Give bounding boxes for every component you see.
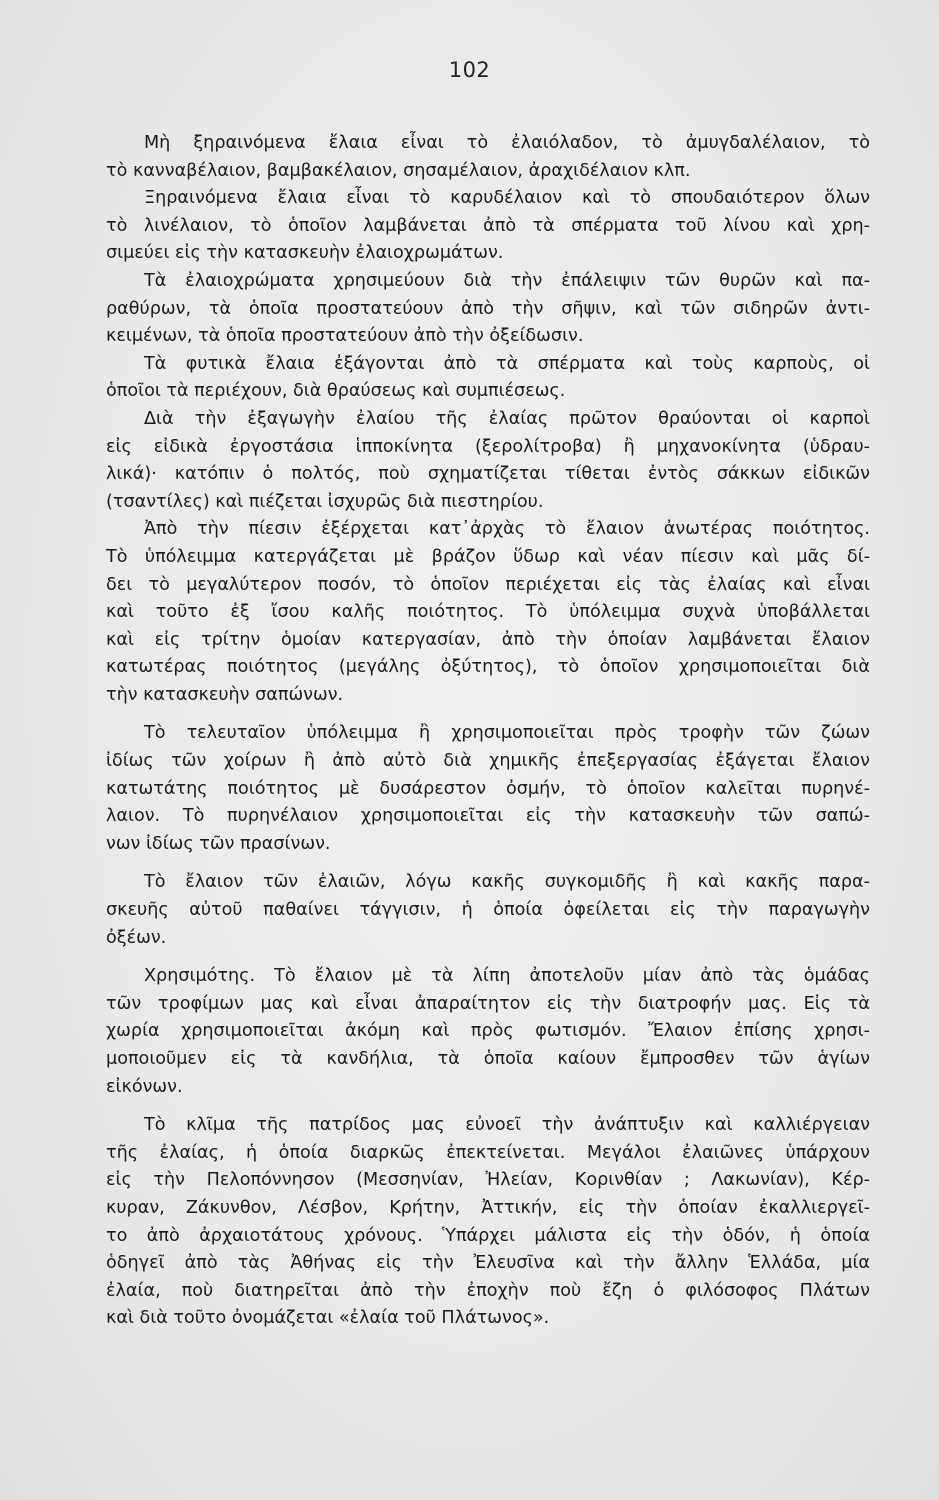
- text-line: Τὸ τελευταῖον ὑπόλειμμα ἢ χρησιμοποιεῖται πρὸς τροφὴν τῶν ζώων: [144, 723, 870, 744]
- paragraph-pomace-oil: [106, 720, 870, 858]
- paragraph-drying-oils: [106, 185, 870, 268]
- text-line: ἐλαία, ποὺ διατηρεῖται ἀπὸ τὴν ἐποχὴν ποὺ ἔζη ὁ φιλόσοφος Πλάτων: [106, 1280, 870, 1301]
- text-line: Τὸ κλῖμα τῆς πατρίδος μας εὐνοεῖ τὴν ἀνάπτυξιν καὶ καλλιέργειαν: [144, 1115, 870, 1136]
- paragraph-olive-crushing: [106, 406, 870, 516]
- text-line: Τὰ φυτικὰ ἔλαια ἐξάγονται ἀπὸ τὰ σπέρματα καὶ τοὺς καρποὺς, οἱ: [144, 353, 870, 374]
- text-line: Τὸ ὑπόλειμμα κατεργάζεται μὲ βράζον ὕδωρ καὶ νέαν πίεσιν καὶ μᾶς δί-: [106, 546, 870, 567]
- body-text: [106, 130, 870, 1333]
- page-number: 102: [448, 58, 491, 82]
- text-line: ραθύρων, τὰ ὁποῖα προστατεύουν ἀπὸ τὴν σῆψιν, καὶ τῶν σιδηρῶν ἀντι-: [106, 298, 870, 319]
- paragraph-usefulness: [106, 963, 870, 1101]
- text-line: σιμεύει εἰς τὴν κατασκευὴν ἐλαιοχρωμάτων.: [106, 243, 504, 264]
- text-line: κυραν, Ζάκυνθον, Λέσβον, Κρήτην, Ἀττικήν, εἰς τὴν ὁποίαν ἐκαλλιεργεῖ-: [106, 1197, 870, 1218]
- text-line: Ξηραινόμενα ἔλαια εἶναι τὸ καρυδέλαιον καὶ τὸ σπουδαιότερον ὅλων: [144, 188, 870, 209]
- text-line: Τὰ ἐλαιοχρώματα χρησιμεύουν διὰ τὴν ἐπάλειψιν τῶν θυρῶν καὶ πα-: [144, 270, 870, 291]
- text-line: μοποιοῦμεν εἰς τὰ κανδήλια, τὰ ὁποῖα καίουν ἔμπροσθεν τῶν ἁγίων: [106, 1049, 870, 1069]
- text-line: ὁποῖοι τὰ περιέχουν, διὰ θραύσεως καὶ συμπιέσεως.: [106, 381, 566, 402]
- text-line: εἰς τὴν Πελοπόννησον (Μεσσηνίαν, Ἠλείαν, Κορινθίαν ; Λακωνίαν), Κέρ-: [106, 1170, 870, 1191]
- text-line: καὶ τοῦτο ἐξ ἴσου καλῆς ποιότητος. Τὸ ὑπόλειμμα συχνὰ ὑποβάλλεται: [106, 602, 870, 623]
- paragraph-oil-paints: [106, 268, 870, 351]
- paragraph-rancidity: [106, 869, 870, 952]
- text-line: ἰδίως τῶν χοίρων ἢ ἀπὸ αὐτὸ διὰ χημικῆς ἐπεξεργασίας ἐξάγεται ἔλαιον: [106, 751, 870, 772]
- text-line: τῶν τροφίμων μας καὶ εἶναι ἀπαραίτητον εἰς τὴν διατροφήν μας. Εἰς τὰ: [106, 993, 870, 1014]
- text-line: λαιον. Τὸ πυρηνέλαιον χρησιμοποιεῖται εἰς τὴν κατασκευὴν τῶν σαπώ-: [106, 806, 870, 827]
- paragraph-olive-cultivation: [106, 1112, 870, 1333]
- text-line: κατωτέρας ποιότητος (μεγάλης ὀξύτητος), τὸ ὁποῖον χρησιμοποιεῖται διὰ: [106, 657, 870, 678]
- text-line: λικά)· κατόπιν ὁ πολτός, ποὺ σχηματίζεται τίθεται ἐντὸς σάκκων εἰδικῶν: [106, 464, 870, 485]
- text-line: τὸ κανναβέλαιον, βαμβακέλαιον, σησαμέλαιον, ἀραχιδέλαιον κλπ.: [106, 160, 691, 181]
- text-line: τῆς ἐλαίας, ἡ ὁποία διαρκῶς ἐπεκτείνεται. Μεγάλοι ἐλαιῶνες ὑπάρχουν: [106, 1142, 870, 1163]
- text-line: δει τὸ μεγαλύτερον ποσόν, τὸ ὁποῖον περιέχεται εἰς τὰς ἐλαίας καὶ εἶναι: [106, 574, 870, 595]
- text-line: τὸ λινέλαιον, τὸ ὁποῖον λαμβάνεται ἀπὸ τὰ σπέρματα τοῦ λίνου καὶ χρη-: [106, 215, 870, 236]
- text-line: το ἀπὸ ἀρχαιοτάτους χρόνους. Ὑπάρχει μάλιστα εἰς τὴν ὁδόν, ἡ ὁποία: [106, 1225, 870, 1246]
- text-line: σκευῆς αὐτοῦ παθαίνει τάγγισιν, ἡ ὁποία ὀφείλεται εἰς τὴν παραγωγὴν: [106, 900, 870, 921]
- text-line: Μὴ ξηραινόμενα ἔλαια εἶναι τὸ ἐλαιόλαδον, τὸ ἀμυγδαλέλαιον, τὸ: [144, 133, 870, 153]
- text-line: (τσαντίλες) καὶ πιέζεται ἰσχυρῶς διὰ πιεστηρίου.: [106, 491, 544, 512]
- text-line: Χρησιμότης. Τὸ ἔλαιον μὲ τὰ λίπη ἀποτελοῦν μίαν ἀπὸ τὰς ὁμάδας: [144, 966, 870, 987]
- paragraph-pressing-quality: [106, 516, 870, 709]
- text-line: εἰς εἰδικὰ ἐργοστάσια ἱπποκίνητα (ξερολίτροβα) ἢ μηχανοκίνητα (ὑδραυ-: [106, 436, 870, 457]
- text-line: κατωτάτης ποιότητος μὲ δυσάρεστον ὀσμήν, τὸ ὁποῖον καλεῖται πυρηνέ-: [106, 778, 870, 799]
- paragraph-non-drying-oils: [106, 130, 870, 185]
- text-line: κειμένων, τὰ ὁποῖα προστατεύουν ἀπὸ τὴν ὀξείδωσιν.: [106, 326, 584, 347]
- text-line: ὁδηγεῖ ἀπὸ τὰς Ἀθήνας εἰς τὴν Ἐλευσῖνα καὶ τὴν ἄλλην Ἑλλάδα, μία: [106, 1253, 870, 1274]
- text-line: τὴν κατασκευὴν σαπώνων.: [106, 684, 344, 705]
- text-line: ὀξέων.: [106, 927, 167, 948]
- text-line: χωρία χρησιμοποιεῖται ἀκόμη καὶ πρὸς φωτισμόν. Ἔλαιον ἐπίσης χρησι-: [106, 1021, 870, 1042]
- text-line: νων ἰδίως τῶν πρασίνων.: [106, 833, 331, 854]
- text-line: καὶ διὰ τοῦτο ὀνομάζεται «ἐλαία τοῦ Πλάτωνος».: [106, 1308, 550, 1329]
- text-line: Διὰ τὴν ἐξαγωγὴν ἐλαίου τῆς ἐλαίας πρῶτον θραύονται οἱ καρποὶ: [144, 408, 870, 429]
- text-line: καὶ εἰς τρίτην ὁμοίαν κατεργασίαν, ἀπὸ τὴν ὁποίαν λαμβάνεται ἔλαιον: [106, 629, 870, 650]
- text-line: εἰκόνων.: [106, 1076, 183, 1097]
- text-line: Ἀπὸ τὴν πίεσιν ἐξέρχεται κατ᾽ἀρχὰς τὸ ἔλαιον ἀνωτέρας ποιότητος.: [144, 519, 870, 540]
- paragraph-plant-oils-extraction: [106, 351, 870, 406]
- text-line: Τὸ ἔλαιον τῶν ἐλαιῶν, λόγω κακῆς συγκομιδῆς ἢ καὶ κακῆς παρα-: [144, 872, 870, 893]
